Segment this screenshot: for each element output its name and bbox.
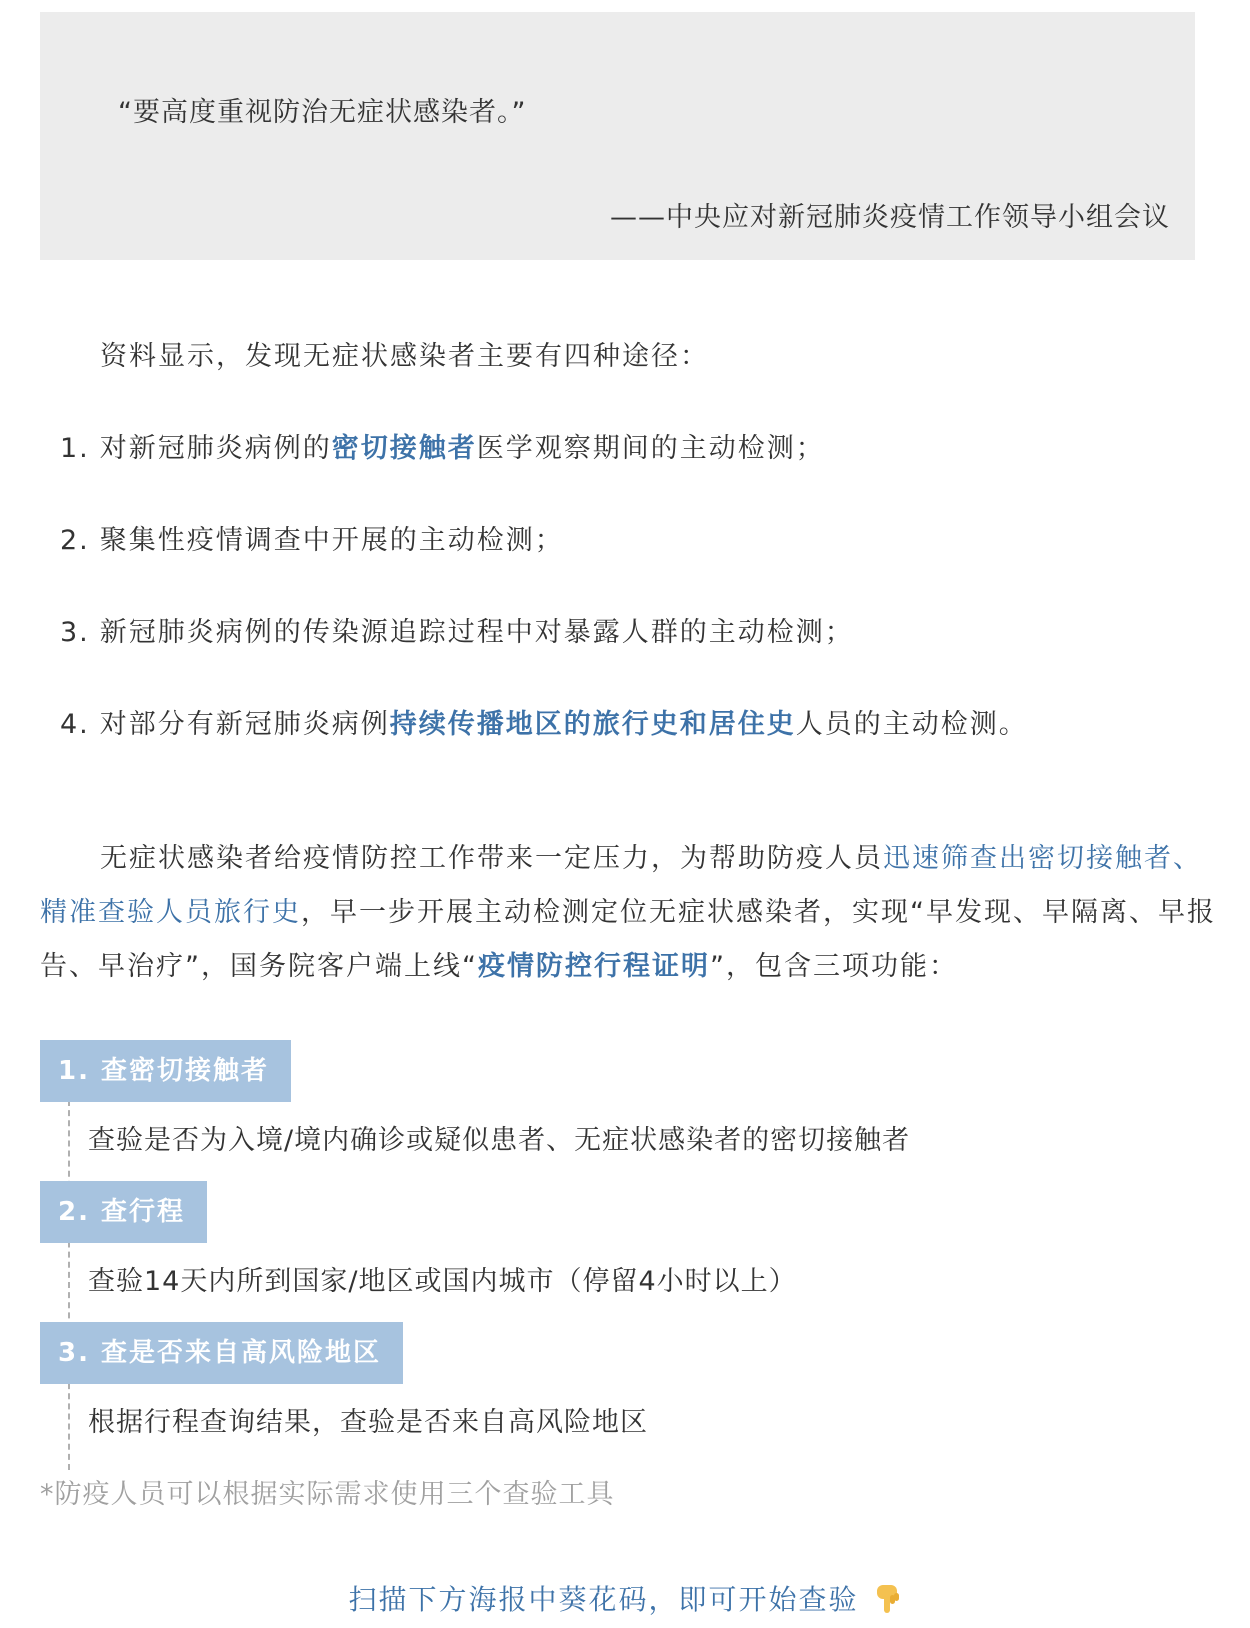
list-text: 人员的主动检测。	[795, 709, 1028, 740]
list-text: 聚集性疫情调查中开展的主动检测；	[99, 525, 564, 556]
body-text: ”，包含三项功能：	[709, 951, 958, 982]
feature-description: 根据行程查询结果，查验是否来自高风险地区	[88, 1407, 648, 1438]
list-text: 对新冠肺炎病例的	[99, 433, 332, 464]
list-number: 4.	[60, 709, 90, 740]
intro-paragraph: 资料显示，发现无症状感染者主要有四种途径：	[100, 341, 709, 372]
call-to-action	[0, 1578, 1250, 1618]
feature-description: 查验14天内所到国家/地区或国内城市（停留4小时以上）	[88, 1266, 797, 1297]
feature-tag: 1. 查密切接触者	[40, 1040, 291, 1102]
list-number: 1.	[60, 433, 90, 464]
list-text: 医学观察期间的主动检测；	[476, 433, 825, 464]
highlight-text: 迅速筛查出密切接触者、精准查验人员旅行史	[40, 843, 1202, 928]
list-item	[60, 518, 564, 557]
list-text: 对部分有新冠肺炎病例	[99, 709, 390, 740]
list-number: 2.	[60, 525, 90, 556]
pointing-down-hand-icon	[875, 1583, 901, 1615]
highlight-text: 疫情防控行程证明	[477, 951, 710, 982]
list-text: 新冠肺炎病例的传染源追踪过程中对暴露人群的主动检测；	[99, 617, 854, 648]
features-section	[40, 1040, 1220, 1480]
body-paragraph	[40, 832, 1230, 994]
body-text: ，早一步开展主动检测定位无症状感染者，实现“早发现、早隔离、早报告、早治疗”，国务院客户端上线“	[40, 897, 1216, 982]
feature-tag: 2. 查行程	[40, 1181, 207, 1243]
body-text: 无症状感染者给疫情防控工作带来一定压力，为帮助防疫人员	[100, 843, 883, 874]
footnote: *防疫人员可以根据实际需求使用三个查验工具	[40, 1479, 615, 1510]
list-item	[60, 610, 854, 649]
quote-text: “要高度重视防治无症状感染者。”	[118, 97, 527, 128]
highlight-text: 持续传播地区的旅行史和居住史	[389, 709, 796, 740]
highlight-text: 密切接触者	[331, 433, 477, 464]
list-item	[60, 426, 825, 465]
list-item	[60, 702, 1028, 741]
list-number: 3.	[60, 617, 90, 648]
quote-box	[40, 12, 1195, 260]
cta-text: 扫描下方海报中葵花码，即可开始查验	[348, 1583, 859, 1616]
dashed-divider	[68, 1100, 70, 1470]
feature-tag: 3. 查是否来自高风险地区	[40, 1322, 403, 1384]
quote-source: ——中央应对新冠肺炎疫情工作领导小组会议	[610, 202, 1170, 233]
feature-description: 查验是否为入境/境内确诊或疑似患者、无症状感染者的密切接触者	[88, 1125, 911, 1156]
